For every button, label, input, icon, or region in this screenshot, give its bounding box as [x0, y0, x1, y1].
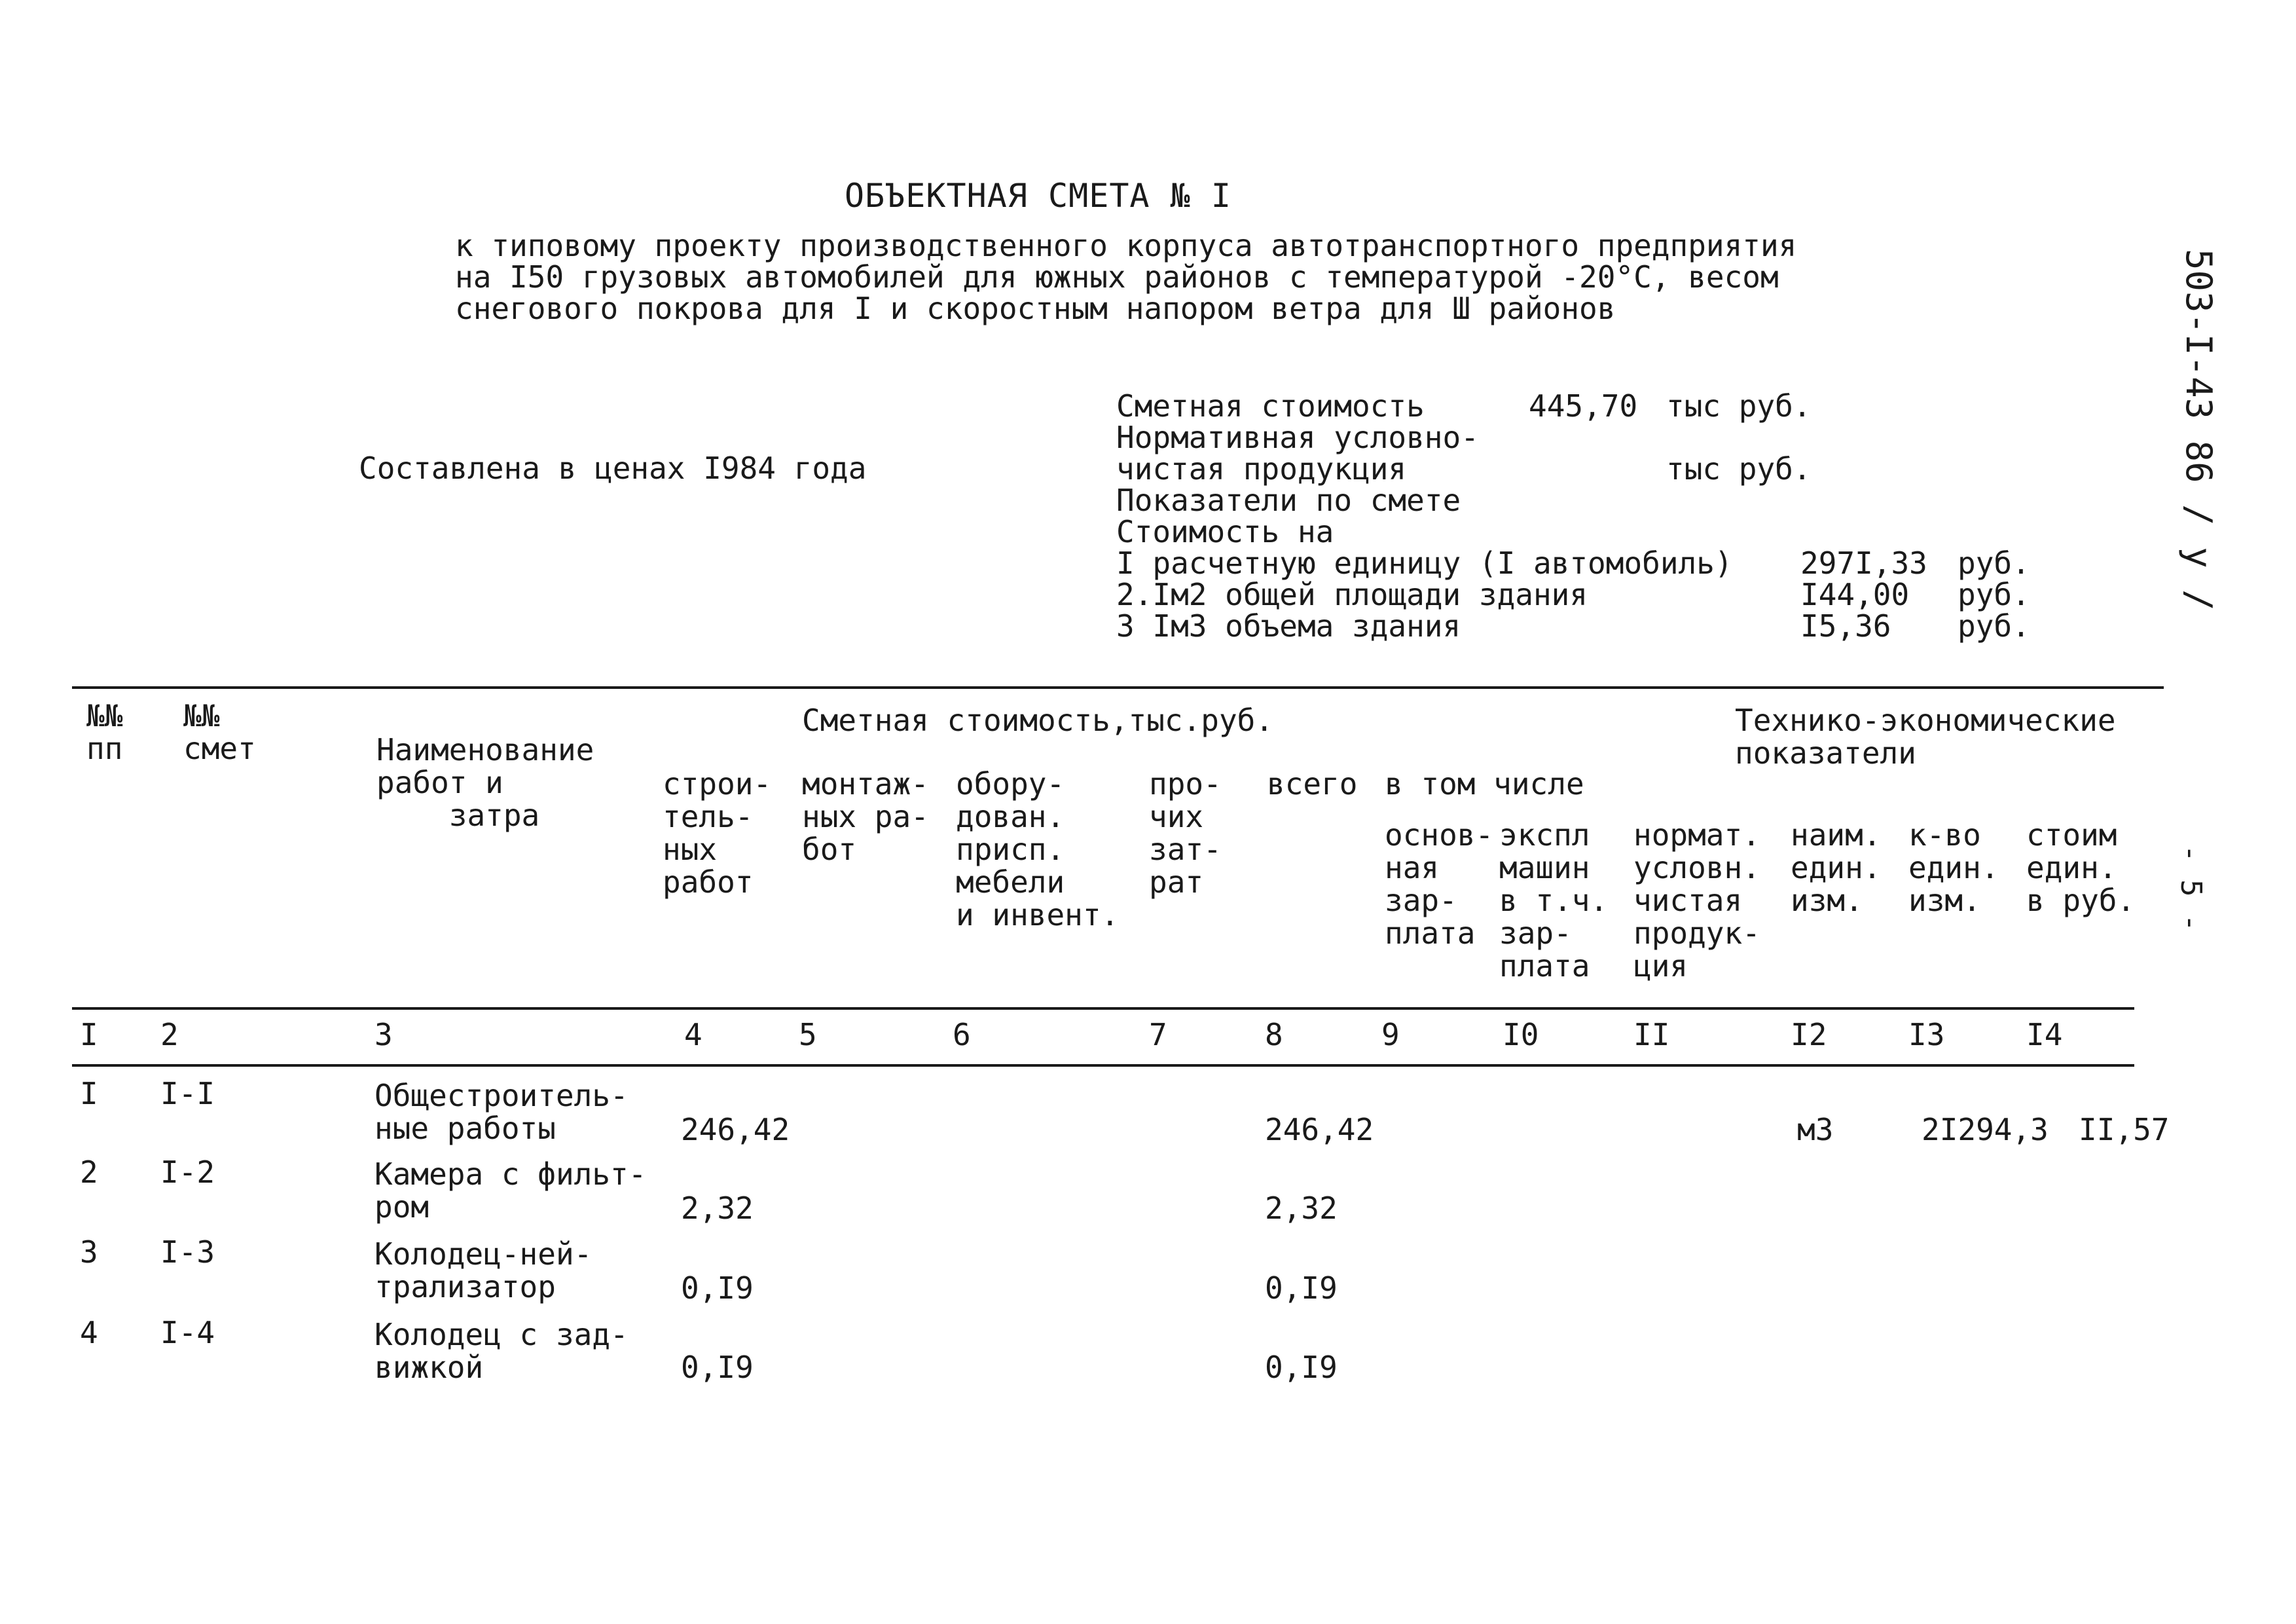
summary-cost-per-label: Стоимость на [1116, 514, 1334, 549]
subtitle-line-1: к типовому проекту производственного корпуса автотранспортного предприятия [455, 228, 1797, 263]
col-number: 3 [374, 1017, 393, 1052]
row-number: 2 [80, 1154, 98, 1190]
summary-net-label-2: чистая продукция [1116, 451, 1407, 487]
col-header-net-product: нормат. условн. чистая продук- ция [1633, 817, 1760, 984]
row-number: 4 [80, 1315, 98, 1350]
col-header-other-costs: про- чих зат- рат [1149, 766, 1222, 900]
row-work-name: Камера с фильт- ром [374, 1156, 647, 1225]
row-estimate-code: I-3 [160, 1234, 215, 1270]
col-header-work-name: Наименование работ и затра [376, 732, 594, 833]
col-number: I4 [2026, 1017, 2063, 1052]
group-header-tech-economic: Технико-экономические показатели [1735, 703, 2116, 771]
row-estimate-code: I-4 [160, 1315, 215, 1350]
col-number: 4 [684, 1017, 702, 1052]
col-number: I2 [1791, 1017, 1827, 1052]
col-header-row-number: №№ пп [86, 698, 123, 766]
row-construction-cost: 0,I9 [681, 1270, 754, 1306]
document-title: ОБЪЕКТНАЯ СМЕТА № I [845, 177, 1231, 215]
col-header-equipment: обору- дован. присп. мебели и инвент. [956, 766, 1120, 932]
subtitle-line-3: снегового покрова для I и скоростным напором ветра для Ш районов [455, 291, 1616, 326]
summary-row1-unit: руб. [1958, 545, 2030, 581]
page-number: - 5 - [2174, 845, 2208, 932]
col-number: 7 [1149, 1017, 1167, 1052]
summary-row3-unit: руб. [1958, 608, 2030, 644]
col-number: I0 [1503, 1017, 1539, 1052]
row-construction-cost: 0,I9 [681, 1350, 754, 1385]
summary-cost-label: Сметная стоимость [1116, 388, 1425, 424]
col-number: 2 [160, 1017, 179, 1052]
col-number: II [1633, 1017, 1670, 1052]
row-construction-cost: 246,42 [681, 1112, 790, 1147]
col-number: I [80, 1017, 98, 1052]
document-code-stamp: 503-I-43 86 / у / [2178, 249, 2219, 611]
col-number: 5 [799, 1017, 817, 1052]
row-estimate-code: I-2 [160, 1154, 215, 1190]
composed-in-prices: Составлена в ценах I984 года [359, 451, 867, 486]
summary-cost-unit: тыс руб. [1666, 388, 1812, 424]
col-header-installation: монтаж- ных ра- бот [802, 766, 929, 867]
table-top-rule [72, 686, 2164, 689]
col-header-including: в том числе [1385, 766, 1584, 802]
row-unit-quantity: 2I294,3 [1922, 1112, 2049, 1147]
col-header-total: всего [1267, 766, 1358, 802]
group-header-estimated-cost: Сметная стоимость,тыс.руб. [802, 703, 1274, 738]
col-number: 6 [953, 1017, 971, 1052]
row-unit-name: м3 [1797, 1112, 1834, 1147]
summary-row1-label: I расчетную единицу (I автомобиль) [1116, 545, 1733, 581]
summary-row3-value: I5,36 [1800, 608, 1891, 644]
row-unit-cost: II,57 [2079, 1112, 2170, 1147]
row-construction-cost: 2,32 [681, 1190, 754, 1226]
summary-indicators-label: Показатели по смете [1116, 483, 1461, 518]
row-number: 3 [80, 1234, 98, 1270]
table-numbers-rule [72, 1064, 2134, 1067]
col-header-construction: строи- тель- ных работ [663, 766, 772, 900]
col-header-machine-operation: экспл машин в т.ч. зар- плата [1499, 817, 1609, 984]
col-header-estimate-number: №№ смет [183, 698, 256, 766]
row-estimate-code: I-I [160, 1076, 215, 1111]
col-number: I3 [1908, 1017, 1945, 1052]
summary-cost-value: 445,70 [1529, 388, 1638, 424]
col-header-unit-cost: стоим един. в руб. [2026, 817, 2136, 918]
summary-row2-label: 2.Iм2 общей площади здания [1116, 577, 1588, 612]
row-number: I [80, 1076, 98, 1111]
row-work-name: Общестроитель- ные работы [374, 1078, 629, 1146]
col-header-base-salary: основ- ная зар- плата [1385, 817, 1494, 951]
table-header-rule [72, 1007, 2134, 1010]
row-work-name: Колодец с зад- вижкой [374, 1317, 629, 1385]
summary-row1-value: 297I,33 [1800, 545, 1927, 581]
summary-row2-value: I44,00 [1800, 577, 1910, 612]
col-header-unit-name: наим. един. изм. [1791, 817, 1882, 918]
summary-row2-unit: руб. [1958, 577, 2030, 612]
row-total-cost: 0,I9 [1265, 1270, 1338, 1306]
subtitle-line-2: на I50 грузовых автомобилей для южных районов с температурой -20°С, весом [455, 259, 1779, 295]
row-total-cost: 246,42 [1265, 1112, 1374, 1147]
row-total-cost: 2,32 [1265, 1190, 1338, 1226]
summary-net-unit: тыс руб. [1666, 451, 1812, 487]
summary-net-label-1: Нормативная условно- [1116, 420, 1479, 455]
col-number: 9 [1381, 1017, 1400, 1052]
col-number: 8 [1265, 1017, 1283, 1052]
summary-row3-label: 3 Iм3 объема здания [1116, 608, 1461, 644]
row-work-name: Колодец-ней- трализатор [374, 1236, 592, 1304]
col-header-unit-quantity: к-во един. изм. [1908, 817, 1999, 918]
row-total-cost: 0,I9 [1265, 1350, 1338, 1385]
